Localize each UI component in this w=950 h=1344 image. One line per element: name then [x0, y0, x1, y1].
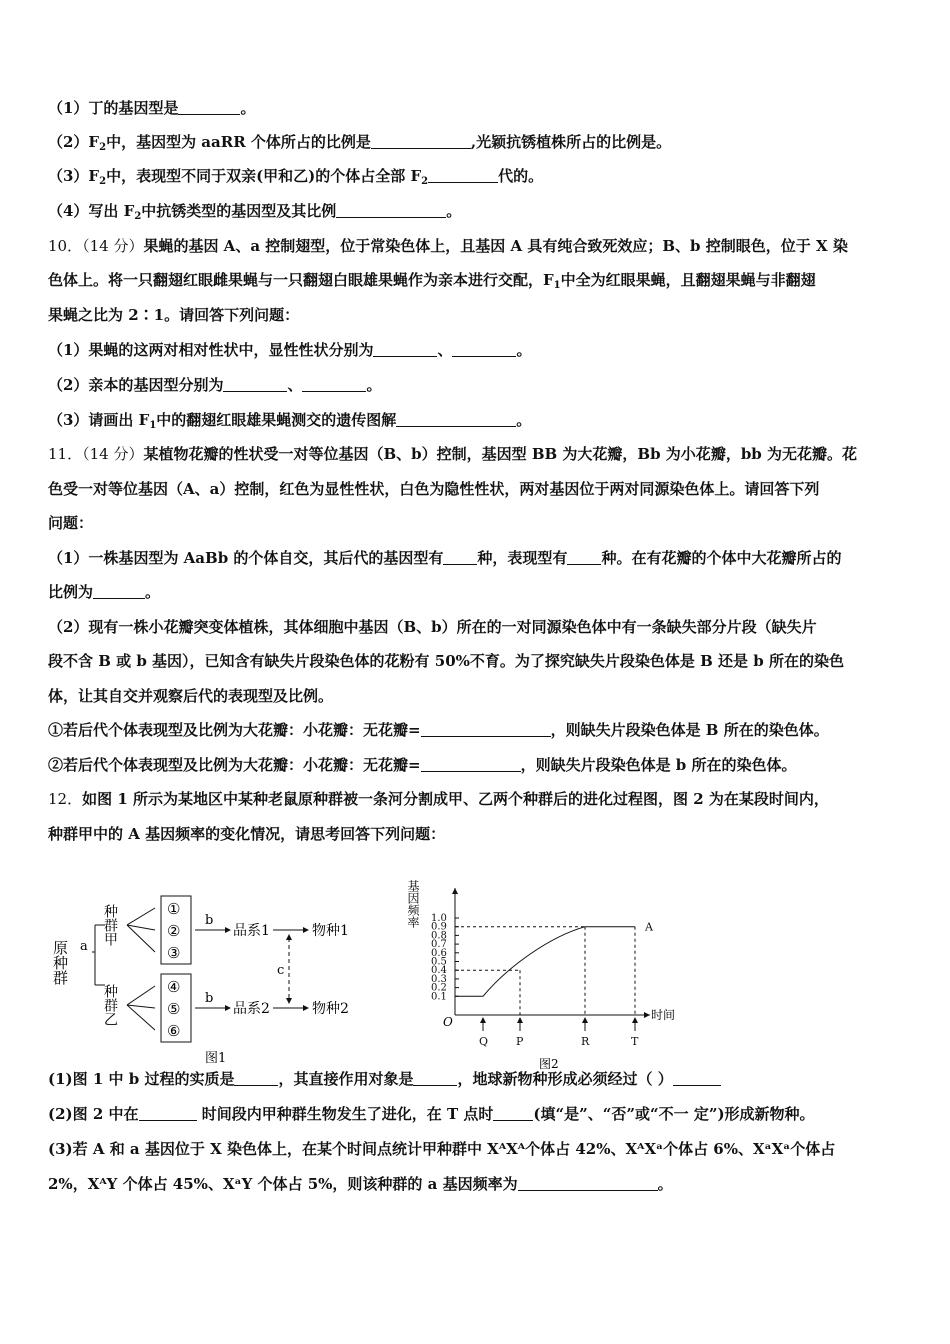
line-pre: (1)图 1 中 b 过程的实质是	[48, 1070, 235, 1088]
line-text: 果蝇之比为 2∶1。请回答下列问题：	[48, 306, 300, 324]
line-pre: 2%，XᴬY 个体占 45%、XᵃY 个体占 5%，则该种群的 a 基因频率为	[48, 1175, 518, 1193]
fig1-item: ⑤	[167, 1000, 181, 1018]
line-num: 12．	[48, 790, 83, 808]
line-post: 。	[240, 99, 256, 117]
fig2-caption: 图2	[539, 1057, 559, 1071]
line-num: 11．（14 分）	[48, 445, 144, 463]
line-pre: （1）果蝇的这两对相对性状中，显性性状分别为	[48, 341, 374, 359]
fig1-root: 原种群	[51, 940, 69, 985]
line-sub: 1	[553, 280, 561, 291]
line-post: 。	[528, 167, 544, 185]
fig1-item: ①	[167, 900, 181, 918]
answer-blank[interactable]	[452, 342, 516, 357]
figure-1	[51, 890, 355, 1070]
answer-blank[interactable]	[493, 1106, 533, 1121]
line-mid: ，其直接作用对象是	[278, 1070, 414, 1088]
line-mid2: ，地球新物种形成必须经过（ ）	[457, 1070, 673, 1088]
answer-blank[interactable]	[443, 550, 477, 565]
line-mid2: 代的	[498, 167, 529, 185]
line-text: 种群甲中的 A 基因频率的变化情况，请思考回答下列问题：	[48, 825, 446, 843]
answer-blank[interactable]	[223, 377, 287, 392]
x-marker-arrowhead	[582, 1017, 588, 1023]
y-tick-label: 0.2	[431, 982, 447, 994]
line-post: 。	[446, 202, 462, 220]
fig1-item: ⑥	[167, 1022, 181, 1040]
answer-blank[interactable]	[673, 1071, 721, 1086]
y-tick-label: 0.4	[431, 965, 447, 977]
answer-blank[interactable]	[302, 377, 366, 392]
y-tick-label: 0.7	[431, 939, 447, 951]
line-mid: 、	[287, 376, 303, 394]
answer-blank[interactable]	[518, 1176, 658, 1191]
line-pre: (2)图 2 中在	[48, 1105, 139, 1123]
line-post: 。	[657, 1175, 673, 1193]
line-pre: ①若后代个体表现型及比例为大花瓣：小花瓣：无花瓣=	[48, 721, 421, 739]
y-tick-label: 0.9	[431, 921, 447, 933]
answer-blank[interactable]	[421, 722, 551, 737]
answer-blank[interactable]	[93, 584, 145, 599]
y-tick-label: 1.0	[431, 913, 447, 924]
line-text: 段不含 B 或 b 基因），已知含有缺失片段染色体的花粉有 50%不育。为了探究缺失片段染色体是 B 还是 b 所在的染色	[48, 652, 844, 670]
text-line	[48, 166, 908, 192]
line-pre: ②若后代个体表现型及比例为大花瓣：小花瓣：无花瓣=	[48, 756, 421, 774]
text-line	[48, 1139, 908, 1159]
line-pre: （3）请画出 F	[48, 411, 150, 429]
fig1-strain1: 品系1	[233, 923, 270, 939]
text-line	[48, 824, 908, 844]
y-tick-label: 0.6	[431, 947, 447, 959]
line-num: 10．（14 分）	[48, 237, 144, 255]
fig1-species1: 物种1	[312, 923, 349, 939]
fig1-strain2: 品系2	[233, 1001, 270, 1017]
line-sub: 1	[149, 420, 157, 431]
line-text: 某植物花瓣的性状受一对等位基因（B、b）控制，基因型 BB 为大花瓣，Bb 为小花瓣，bb 为无花瓣。花	[143, 445, 858, 463]
line-mid: 中，表现型不同于双亲(甲和乙)的个体占全部 F	[106, 167, 422, 185]
line-post: 。	[516, 411, 532, 429]
line-pre: （2）亲本的基因型分别为	[48, 376, 224, 394]
fig2-ylabel: 基因频率	[406, 880, 420, 928]
text-line	[48, 582, 908, 602]
fig1-pop1: 种群甲	[102, 904, 118, 946]
fig1-item: ③	[167, 944, 181, 962]
line-post: 。	[366, 376, 382, 394]
line-post: (填“是”、“否”或“不一 定”)形成新物种。	[533, 1105, 815, 1123]
text-line	[48, 340, 908, 360]
answer-blank[interactable]	[428, 168, 498, 183]
line-text: 体，让其自交并观察后代的表现型及比例。	[48, 687, 334, 705]
text-line	[48, 375, 908, 395]
text-line	[48, 651, 908, 671]
line-pre: （4）写出 F	[48, 202, 135, 220]
answer-blank[interactable]	[234, 1071, 278, 1086]
answer-blank[interactable]	[396, 412, 516, 427]
y-tick-label: 0.1	[431, 991, 447, 1003]
fig1-pop2: 种群乙	[102, 984, 118, 1026]
series-line-A	[455, 927, 635, 997]
answer-blank[interactable]	[371, 134, 427, 149]
line-text: 如图 1 所示为某地区中某种老鼠原种群被一条河分割成甲、乙两个种群后的进化过程图，图 2 为在某段时间内，	[82, 790, 829, 808]
fig2-xlabel: 时间	[651, 1008, 676, 1022]
fig1-b: b	[205, 913, 214, 928]
line-pre: （1）一株基因型为 AaBb 的个体自交，其后代的基因型有	[48, 549, 444, 567]
text-line	[48, 513, 908, 533]
fig1-item: ④	[167, 978, 181, 996]
text-line	[48, 1104, 908, 1124]
x-tick-label: P	[516, 1035, 524, 1048]
line-post: 。	[656, 133, 672, 151]
text-line	[48, 98, 908, 118]
text-line	[48, 479, 908, 499]
answer-blank[interactable]	[567, 550, 601, 565]
text-line	[48, 720, 908, 740]
answer-blank[interactable]	[178, 100, 240, 115]
x-tick-label: R	[581, 1035, 590, 1048]
x-marker-arrowhead	[632, 1017, 638, 1023]
text-line	[48, 755, 908, 775]
line-post: 。	[516, 341, 532, 359]
text-line	[48, 410, 908, 436]
y-tick-label: 0.8	[431, 930, 447, 942]
line-post: ，则缺失片段染色体是 B 所在的染色体。	[550, 721, 829, 739]
line-sub: 2	[134, 211, 142, 222]
y-tick-label: 0.5	[431, 956, 447, 968]
fig1-species2: 物种2	[312, 1001, 349, 1017]
series-label: A	[645, 920, 653, 934]
text-line	[48, 617, 908, 637]
text-line	[48, 305, 908, 325]
answer-blank[interactable]	[373, 342, 437, 357]
fig1-c: c	[277, 963, 285, 978]
text-line	[48, 1069, 908, 1089]
line-pre: 色体上。将一只翻翅红眼雌果蝇与一只翻翅白眼雄果蝇作为亲本进行交配，F	[48, 271, 554, 289]
fig1-b: b	[205, 991, 214, 1006]
x-tick-label: Q	[479, 1035, 489, 1048]
line-post: 中全为红眼果蝇，且翻翅果蝇与非翻翅	[560, 271, 816, 289]
fig1-caption: 图1	[205, 1051, 227, 1066]
line-mid: 种，表现型有	[477, 549, 568, 567]
x-tick-label: T	[631, 1035, 639, 1048]
line-mid2: ,光颖抗锈植株所占的比例是	[470, 133, 657, 151]
line-mid: 中的翻翅红眼雄果蝇测交的遗传图解	[156, 411, 397, 429]
line-pre: （2）F	[48, 133, 100, 151]
text-line	[48, 444, 908, 464]
text-line	[48, 1174, 908, 1194]
x-marker-arrowhead	[517, 1017, 523, 1023]
text-line	[48, 548, 908, 568]
text-line	[48, 270, 908, 296]
x-marker-arrowhead	[480, 1017, 486, 1023]
y-tick-label: 0.3	[431, 973, 447, 985]
text-line	[48, 789, 908, 809]
line-text: 问题：	[48, 514, 94, 532]
line-mid: 中，基因型为 aaRR 个体所占的比例是	[106, 133, 371, 151]
answer-blank[interactable]	[336, 203, 446, 218]
line-sub2: 2	[421, 176, 429, 187]
line-mid: 时间段内甲种群生物发生了进化，在 T 点时	[196, 1105, 494, 1123]
fig2-origin: O	[443, 1015, 453, 1029]
fig1-item: ②	[167, 922, 181, 940]
line-post: 。	[145, 583, 161, 601]
figure-2	[405, 878, 705, 1070]
answer-blank[interactable]	[413, 1071, 457, 1086]
text-line	[48, 132, 908, 158]
line-pre: 比例为	[48, 583, 94, 601]
line-pre: （3）F	[48, 167, 100, 185]
line-post: 种。在有花瓣的个体中大花瓣所占的	[601, 549, 842, 567]
line-text: （2）现有一株小花瓣突变体植株，其体细胞中基因（B、b）所在的一对同源染色体中有一条缺失部分片段（缺失片	[48, 618, 817, 636]
line-text: 色受一对等位基因（A、a）控制，红色为显性性状，白色为隐性性状，两对基因位于两对同源染色体上。请回答下列	[48, 480, 820, 498]
text-line	[48, 201, 908, 227]
answer-blank[interactable]	[427, 134, 471, 149]
answer-blank[interactable]	[421, 757, 521, 772]
answer-blank[interactable]	[139, 1106, 197, 1121]
line-sub: 2	[99, 142, 107, 153]
text-line	[48, 686, 908, 706]
line-mid: 中抗锈类型的基因型及其比例	[141, 202, 337, 220]
text-line	[48, 236, 908, 256]
line-mid: 、	[437, 341, 453, 359]
line-post: ，则缺失片段染色体是 b 所在的染色体。	[520, 756, 797, 774]
line-pre: （1）丁的基因型是	[48, 99, 179, 117]
fig1-arrow-a: a	[80, 939, 88, 954]
line-text: 果蝇的基因 A、a 控制翅型，位于常染色体上，且基因 A 具有纯合致死效应；B、b 控制眼色，位于 X 染	[143, 237, 848, 255]
line-text: (3)若 A 和 a 基因位于 X 染色体上，在某个时间点统计甲种群中 XᴬXᴬ个体占 42%、XᴬXᵃ个体占 6%、XᵃXᵃ个体占	[48, 1140, 836, 1158]
line-sub: 2	[99, 176, 107, 187]
